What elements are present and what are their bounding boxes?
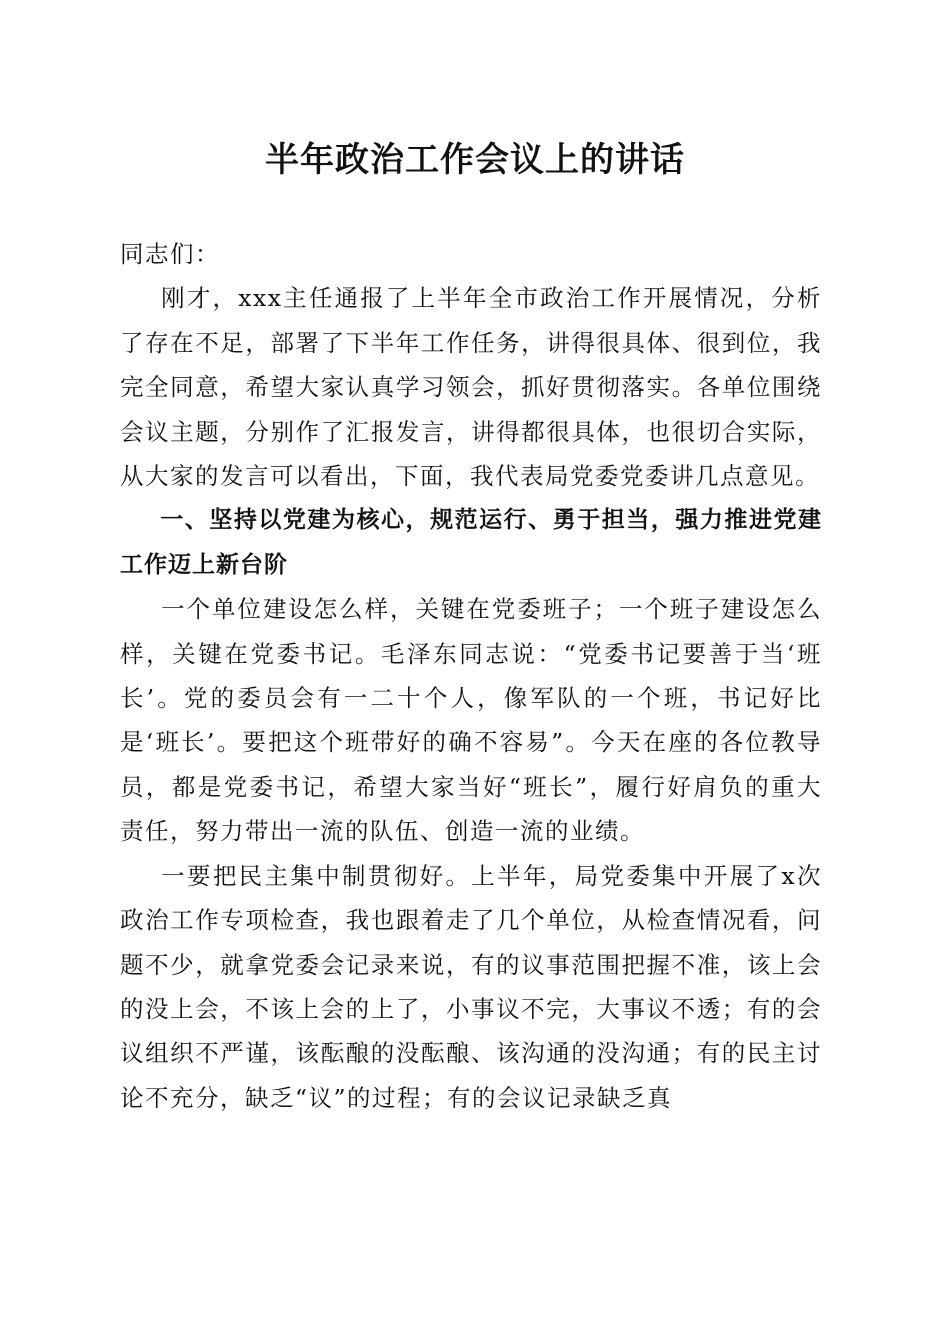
greeting-line: 同志们： (120, 240, 220, 268)
section-1-heading: 一、坚持以党建为核心，规范运行、勇于担当，强力推进党建工作迈上新台阶 (120, 507, 822, 578)
document-title: 半年政治工作会议上的讲话 (265, 140, 685, 180)
intro-paragraph: 刚才，xxx主任通报了上半年全市政治工作开展情况，分析了存在不足，部署了下半年工作任务，讲得很具体、很到位，我完全同意，希望大家认真学习领会，抓好贯彻落实。各单位围绕会议主题，分别作了汇报发言，讲得都很具体，也很切合实际，从大家的发言可以看出，下面，我代表局党委党委讲几点意见。 (120, 284, 822, 491)
section-1-paragraph-1: 一个单位建设怎么样，关键在党委班子；一个班子建设怎么样，关键在党委书记。毛泽东同志说：“党委书记要善于当‘班长’。党的委员会有一二十个人，像军队的一个班，书记好比是‘班长’。要把这个班带好的确不容易”。今天在座的各位教导员，都是党委书记，希望大家当好“班长”，履行好肩负的重大责任，努力带出一流的队伍、创造一流的业绩。 (120, 595, 822, 846)
document-body (120, 232, 822, 1120)
section-1-paragraph-2: 一要把民主集中制贯彻好。上半年，局党委集中开展了x次政治工作专项检查，我也跟着走了几个单位，从检查情况看，问题不少，就拿党委会记录来说，有的议事范围把握不准，该上会的没上会，不该上会的上了，小事议不完，大事议不透；有的会议组织不严谨，该酝酿的没酝酿、该沟通的没沟通；有的民主讨论不充分，缺乏“议”的过程；有的会议记录缺乏真 (120, 861, 822, 1112)
